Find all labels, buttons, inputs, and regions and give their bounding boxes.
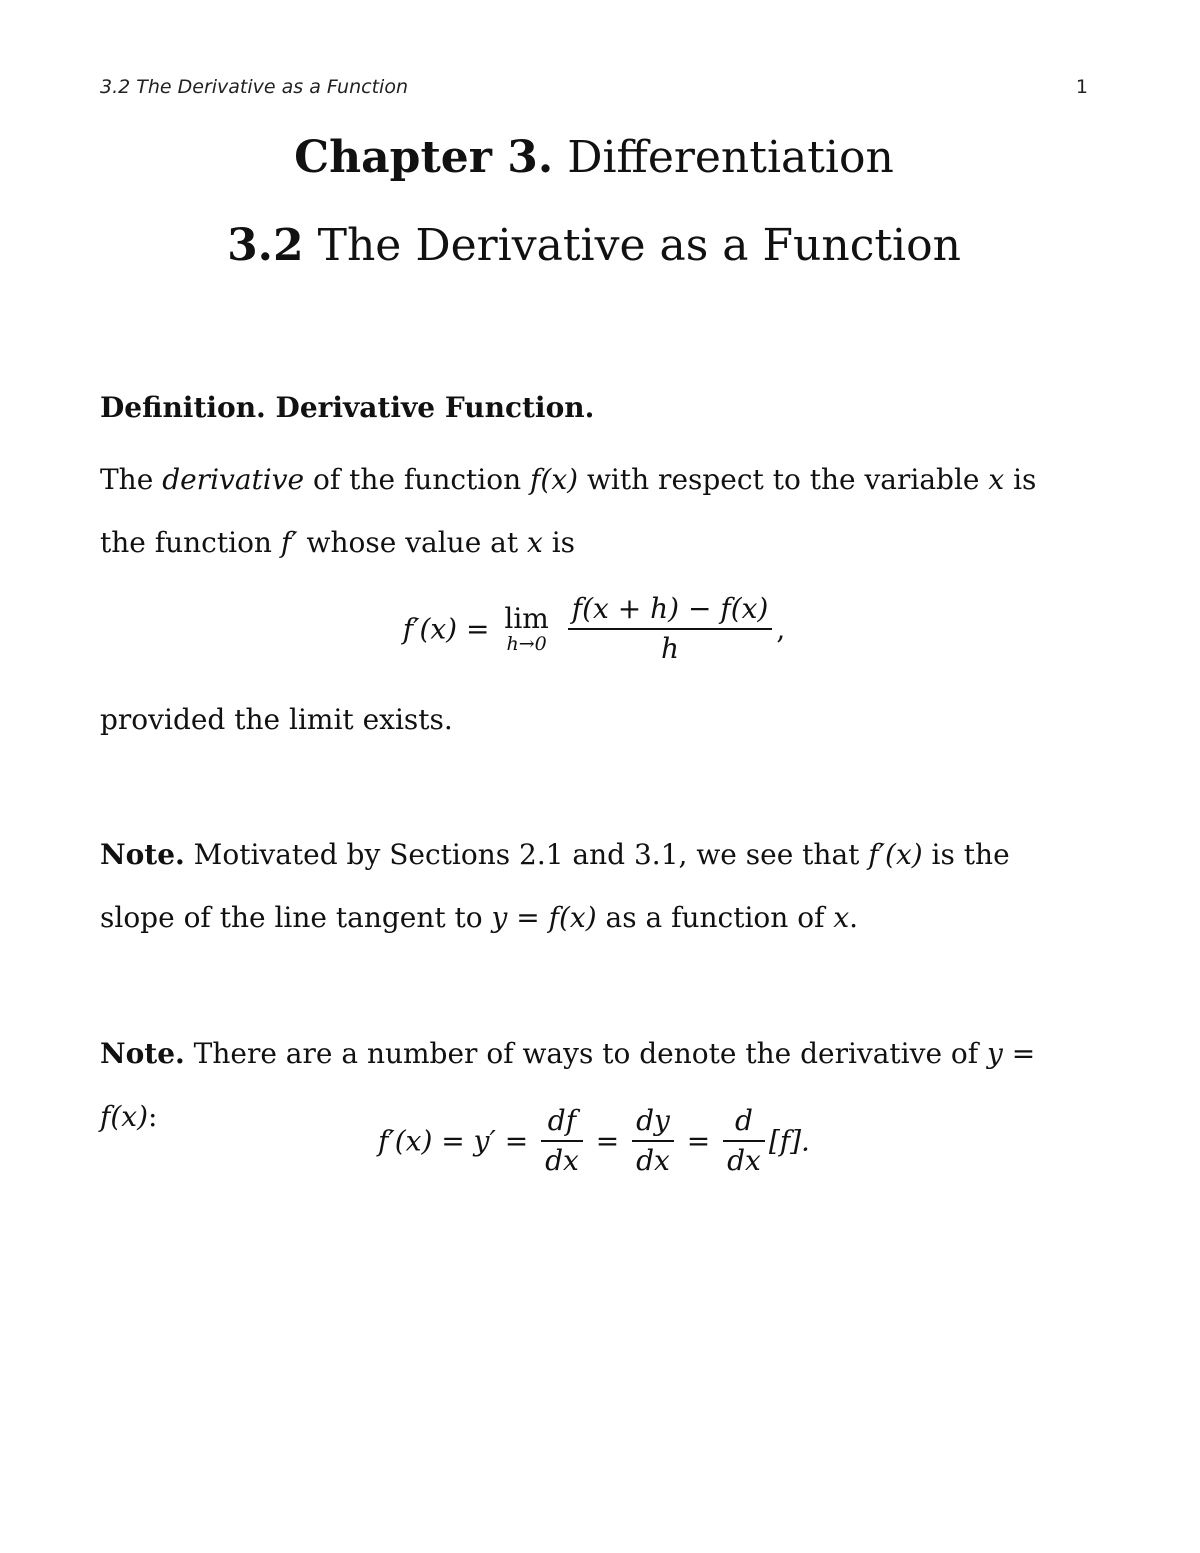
emphasis-term: derivative	[162, 463, 305, 496]
fraction-denominator: h	[661, 632, 680, 665]
section-title	[0, 222, 1188, 270]
math-inline: x	[833, 901, 850, 934]
text-run: is the slope of the line tangent to	[100, 838, 1010, 934]
equation-comma: ,	[776, 612, 786, 646]
text-run: is	[542, 526, 576, 559]
note-label: Note.	[100, 1037, 185, 1070]
chapter-name: Differentiation	[567, 132, 894, 183]
text-run: The	[100, 463, 163, 496]
section-number: 3.2	[227, 220, 304, 271]
definition-text	[100, 448, 1090, 574]
equation-tail: [f].	[768, 1124, 810, 1158]
fraction-numerator: f(x + h) − f(x)	[568, 590, 773, 630]
text-run: is the function	[100, 463, 1037, 559]
equation-lhs: f′(x) =	[402, 612, 490, 646]
text-run: as a function of	[596, 901, 834, 934]
math-inline: x	[988, 463, 1005, 496]
section-name: The Derivative as a Function	[317, 220, 961, 271]
chapter-number: Chapter 3.	[294, 132, 554, 183]
text-run: There are a number of ways to denote the derivative of	[184, 1037, 988, 1070]
math-inline: f(x)	[530, 463, 579, 496]
math-inline: f′(x)	[868, 838, 923, 871]
fraction-d-dx	[723, 1102, 765, 1180]
text-run: Motivated by Sections 2.1 and 3.1, we see that	[184, 838, 869, 871]
text-run: .	[849, 901, 859, 934]
fraction-numerator: df	[541, 1102, 583, 1142]
page-number: 1	[1075, 76, 1088, 98]
derivative-notation-equation	[0, 1102, 1188, 1180]
fraction-numerator: d	[723, 1102, 765, 1142]
note-1	[100, 823, 1090, 949]
text-run: of the function	[304, 463, 531, 496]
fraction-denominator: dx	[636, 1144, 670, 1177]
equals-sign: =	[595, 1124, 620, 1158]
definition-condition: provided the limit exists.	[100, 703, 453, 736]
math-inline: x	[527, 526, 543, 559]
math-inline: y = f(x)	[100, 1037, 1036, 1133]
note-label: Note.	[100, 838, 185, 871]
difference-quotient	[568, 590, 773, 668]
fraction-denominator: dx	[545, 1144, 579, 1177]
math-inline: y = f(x)	[491, 901, 597, 934]
limit-subscript: h→0	[506, 632, 547, 655]
math-inline: f′	[280, 526, 298, 559]
fraction-df-dx	[541, 1102, 583, 1180]
fraction-dy-dx	[632, 1102, 674, 1180]
text-run: whose value at	[297, 526, 528, 559]
running-head: 3.2 The Derivative as a Function	[100, 76, 408, 98]
derivative-definition-equation	[0, 590, 1188, 668]
fraction-numerator: dy	[632, 1102, 674, 1142]
chapter-title	[0, 134, 1188, 182]
fraction-denominator: dx	[727, 1144, 761, 1177]
limit-word: lim	[504, 601, 549, 635]
equation-lhs: f′(x) = y′ =	[378, 1124, 529, 1158]
text-run: with respect to the variable	[578, 463, 989, 496]
limit-operator	[504, 601, 549, 655]
definition-heading: Definition. Derivative Function.	[100, 391, 595, 424]
text-run: :	[148, 1100, 158, 1133]
equals-sign: =	[686, 1124, 711, 1158]
